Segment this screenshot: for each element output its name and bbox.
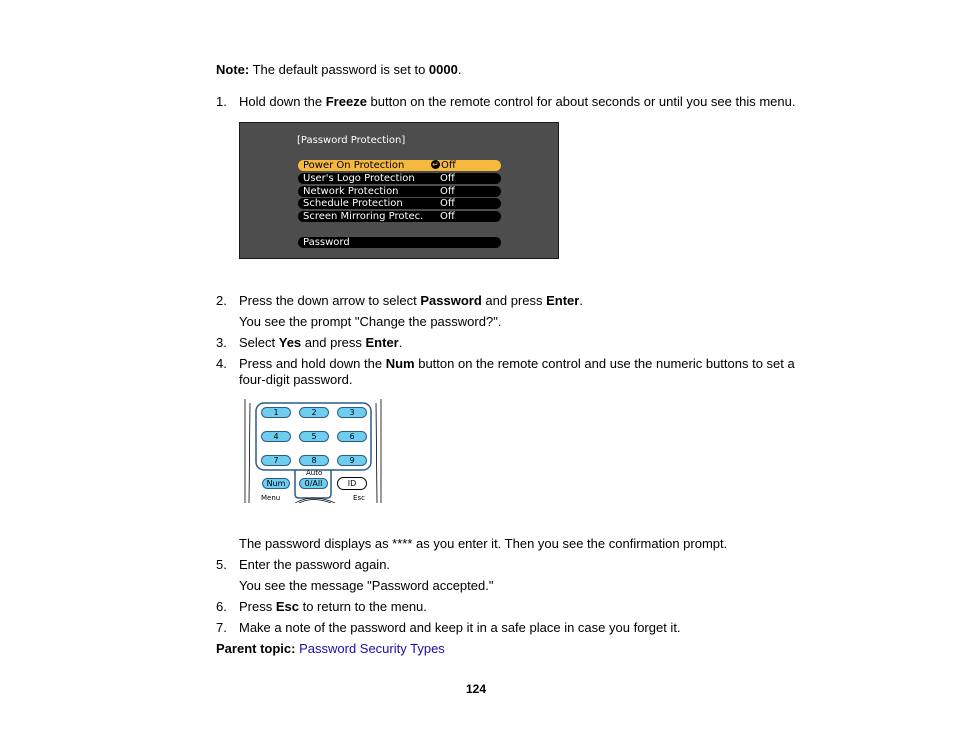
remote-key-7: 7	[261, 455, 291, 466]
password-protection-menu	[239, 122, 559, 259]
remote-esc-label: Esc	[353, 494, 365, 502]
note-line: Note: The default password is set to 0000.	[216, 62, 462, 77]
parent-topic-link[interactable]: Password Security Types	[299, 641, 445, 656]
remote-key-3: 3	[337, 407, 367, 418]
remote-id-key: ID	[337, 477, 367, 490]
enter-icon: ↵	[432, 160, 439, 169]
remote-auto-label: Auto	[306, 469, 323, 477]
menu-row-password: Password	[298, 237, 501, 248]
step-number: 1.	[216, 94, 227, 109]
parent-topic	[216, 641, 445, 657]
remote-control-illustration	[243, 399, 383, 503]
step-number: 7.	[216, 620, 227, 635]
step-number: 4.	[216, 356, 227, 371]
parent-topic-label: Parent topic:	[216, 641, 296, 656]
step-7-text: Make a note of the password and keep it in a safe place in case you forget it.	[239, 620, 681, 635]
step-5-text: Enter the password again.	[239, 557, 391, 572]
menu-row-screen-mirroring-protection: Screen Mirroring Protec. Off	[298, 211, 501, 222]
menu-row-schedule-protection: Schedule Protection Off	[298, 198, 501, 209]
menu-row-users-logo-protection: User's Logo Protection Off	[298, 173, 501, 184]
step-number: 2.	[216, 293, 227, 308]
info-change-prompt: You see the prompt "Change the password?".	[239, 314, 502, 329]
remote-key-2: 2	[299, 407, 329, 418]
step-number: 3.	[216, 335, 227, 350]
step-3-text: Select Yes and press Enter.	[239, 335, 403, 350]
menu-title: [Password Protection]	[297, 135, 406, 146]
remote-key-5: 5	[299, 431, 329, 442]
remote-num-key: Num	[262, 478, 290, 489]
remote-key-1: 1	[261, 407, 291, 418]
note-label: Note:	[216, 62, 250, 77]
info-password-accepted: You see the message "Password accepted."	[239, 578, 494, 593]
step-4-text: Press and hold down the Num button on the remote control and use the numeric buttons to set a	[239, 356, 795, 371]
step-number: 5.	[216, 557, 227, 572]
info-password-displays: The password displays as **** as you enter it. Then you see the confirmation prompt.	[239, 536, 728, 551]
remote-key-4: 4	[261, 431, 291, 442]
remote-key-8: 8	[299, 455, 329, 466]
remote-menu-label: Menu	[261, 494, 281, 502]
page-number: 124	[466, 682, 487, 696]
menu-row-power-on-protection: Power On Protection ↵ Off	[298, 160, 501, 171]
remote-key-6: 6	[337, 431, 367, 442]
step-2-text: Press the down arrow to select Password and press Enter.	[239, 293, 583, 308]
remote-key-9: 9	[337, 455, 367, 466]
menu-row-network-protection: Network Protection Off	[298, 186, 501, 197]
default-password: 0000	[428, 62, 458, 77]
step-4-text-line2: four-digit password.	[239, 372, 353, 387]
remote-zero-all-key: 0/All	[299, 478, 328, 489]
step-6-text: Press Esc to return to the menu.	[239, 599, 427, 614]
step-1-text: Hold down the Freeze button on the remote control for about seconds or until you see this menu.	[239, 94, 796, 109]
step-number: 6.	[216, 599, 227, 614]
